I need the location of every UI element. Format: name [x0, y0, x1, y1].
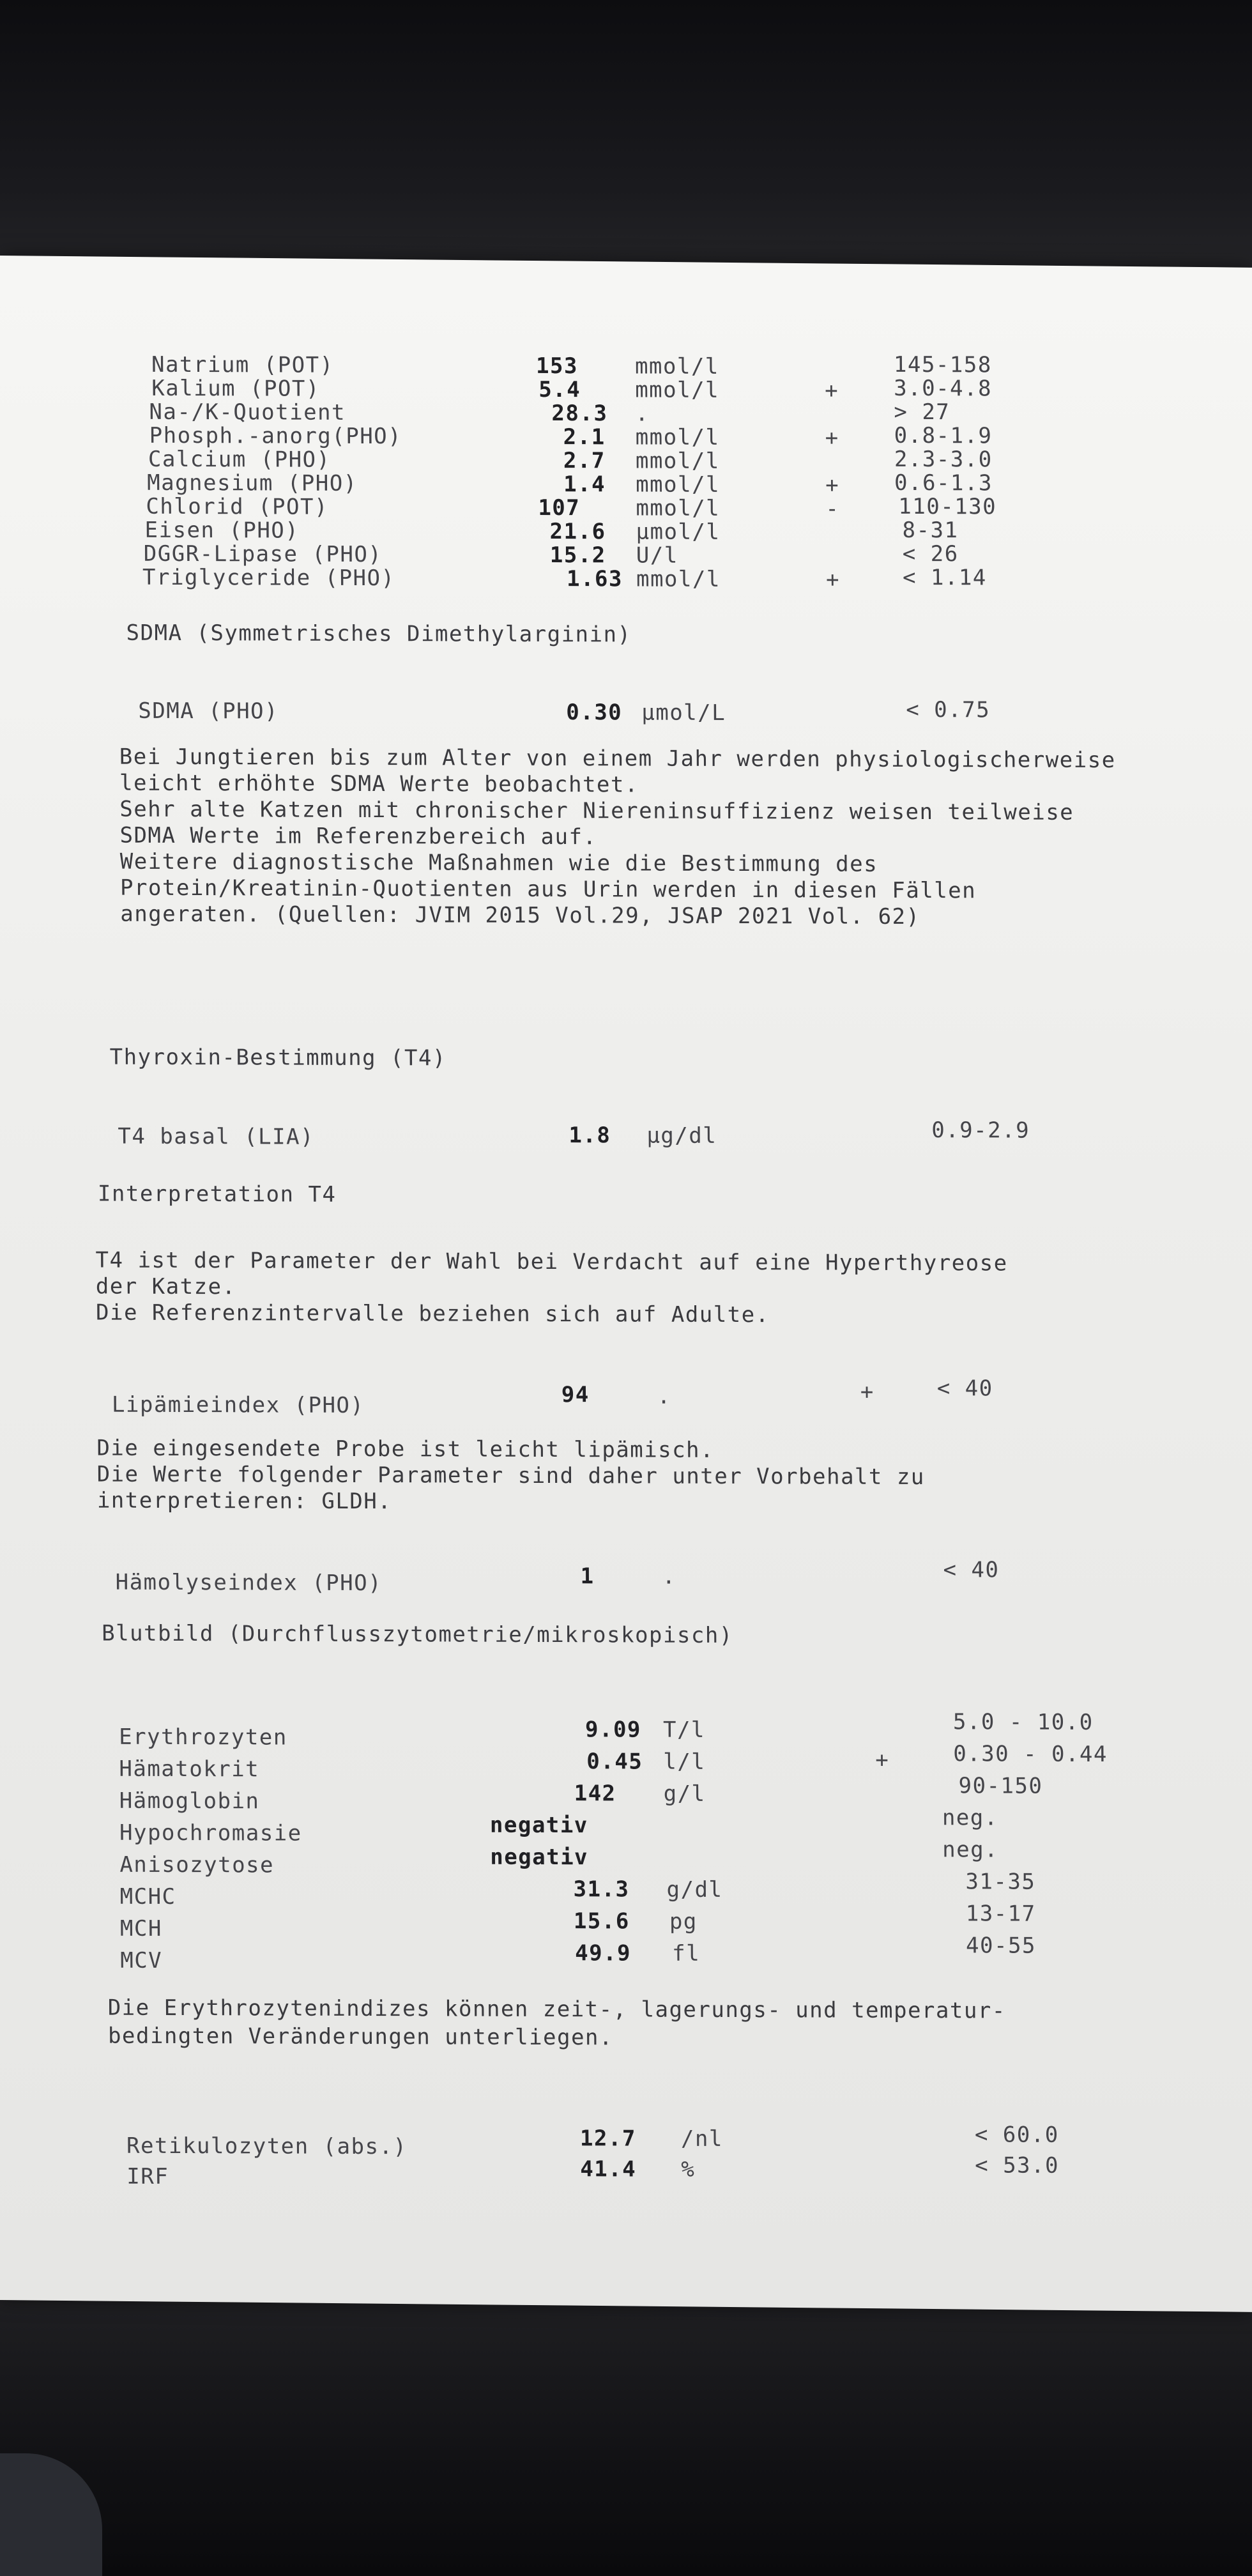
param-flag: + — [825, 425, 839, 451]
param-unit: g/dl — [666, 1876, 723, 1903]
param-name: SDMA (PHO) — [138, 698, 279, 724]
param-unit: mmol/l — [635, 424, 720, 450]
param-ref: 110-130 — [898, 493, 997, 520]
param-value: 5.4 — [538, 376, 581, 403]
param-flag: + — [860, 1379, 874, 1405]
section-header-interpretation: Interpretation T4 — [97, 1181, 337, 1208]
param-name: Kalium (POT) — [151, 375, 321, 402]
param-name: Eisen (PHO) — [144, 517, 300, 544]
param-ref: > 27 — [894, 399, 950, 425]
param-name: Retikulozyten (abs.) — [126, 2133, 408, 2160]
param-unit: /nl — [680, 2126, 724, 2152]
param-ref: 31-35 — [965, 1869, 1036, 1895]
param-ref: 90-150 — [958, 1773, 1043, 1799]
param-name: Triglyceride (PHO) — [142, 564, 395, 592]
param-unit: g/l — [663, 1781, 706, 1807]
param-name: Hämolyseindex (PHO) — [115, 1569, 383, 1597]
param-unit: mmol/l — [635, 448, 720, 474]
param-value: 49.9 — [575, 1940, 632, 1966]
param-ref: neg. — [942, 1837, 999, 1863]
param-unit: % — [681, 2156, 696, 2182]
param-value: 142 — [574, 1781, 616, 1807]
param-ref: 8-31 — [902, 517, 959, 544]
param-unit: mmol/l — [634, 353, 719, 379]
param-ref: 13-17 — [965, 1901, 1036, 1927]
param-flag: - — [825, 496, 840, 522]
dark-background-top — [0, 0, 1252, 268]
param-name: Phosph.-anorg(PHO) — [149, 422, 402, 450]
param-ref: 40-55 — [965, 1933, 1037, 1959]
param-ref: < 40 — [936, 1376, 993, 1402]
param-value: 2.7 — [563, 448, 606, 474]
param-value: negativ — [489, 1812, 588, 1839]
param-ref: 5.0 - 10.0 — [952, 1709, 1094, 1736]
param-name: DGGR-Lipase (PHO) — [143, 540, 383, 568]
param-value: 1.63 — [566, 566, 623, 592]
param-value: 31.3 — [573, 1876, 630, 1903]
section-header-sdma: SDMA (Symmetrisches Dimethylarginin) — [126, 620, 632, 648]
t4-note: T4 ist der Parameter der Wahl bei Verdacht auf eine Hyperthyreose der Katze. Die Referenzintervalle beziehen sich auf Adulte. — [95, 1247, 1008, 1328]
param-value: 0.30 — [566, 700, 623, 726]
param-unit: µmol/L — [641, 700, 726, 726]
sdma-note: Bei Jungtieren bis zum Alter von einem Jahr werden physiologischerweise leicht erhöhte SDMA Werte beobachtet. Sehr alte Katzen mit chronischer Niereninsuffizienz weisen teilweise SDMA Werte im Referenzbereich auf. Weitere diagnostische Maßnahmen wie die Bestimmung des Protein/Kreatinin-Quotienten aus Urin werden in diesen Fällen angeraten. (Quellen: JVIM 2015 Vol.29, JSAP 2021 Vol. 62) — [119, 744, 1116, 930]
param-unit: . — [662, 1563, 676, 1590]
dark-background-bottom — [0, 2300, 1252, 2576]
param-unit: fl — [672, 1940, 701, 1966]
param-name: Na-/K-Quotient — [149, 399, 346, 425]
param-flag: + — [875, 1747, 890, 1773]
param-value: 12.7 — [579, 2126, 636, 2152]
param-name: Chlorid (POT) — [146, 493, 329, 520]
param-ref: 0.9-2.9 — [931, 1117, 1030, 1144]
param-unit: µmol/l — [636, 519, 721, 545]
section-header-blutbild: Blutbild (Durchflusszytometrie/mikroskopisch) — [102, 1620, 733, 1649]
param-unit: mmol/l — [635, 377, 720, 403]
param-name: Hypochromasie — [119, 1820, 302, 1846]
param-flag: + — [825, 472, 840, 498]
param-unit: µg/dl — [646, 1123, 717, 1149]
param-name: Magnesium (PHO) — [147, 470, 358, 496]
param-value: 41.4 — [580, 2156, 637, 2182]
param-unit: pg — [669, 1908, 698, 1935]
param-ref: 2.3-3.0 — [894, 446, 993, 473]
param-value: 153 — [535, 353, 579, 379]
param-unit: mmol/l — [636, 471, 721, 498]
param-unit: mmol/l — [636, 495, 721, 521]
param-ref: 145-158 — [893, 351, 992, 378]
param-unit: l/l — [663, 1749, 706, 1775]
param-ref: < 26 — [902, 540, 959, 567]
lipaemie-note: Die eingesendete Probe ist leicht lipämisch. Die Werte folgender Parameter sind daher unter Vorbehalt zu interpretieren: GLDH. — [96, 1435, 925, 1515]
param-name: Natrium (POT) — [151, 351, 334, 378]
param-ref: < 53.0 — [975, 2152, 1060, 2179]
param-unit: T/l — [662, 1717, 706, 1743]
param-name: IRF — [126, 2163, 169, 2189]
param-ref: < 60.0 — [974, 2122, 1059, 2148]
param-value: 1.4 — [563, 471, 606, 498]
param-ref: < 0.75 — [906, 696, 991, 723]
param-name: Hämoglobin — [119, 1788, 260, 1814]
param-name: MCV — [120, 1947, 163, 1974]
param-name: Calcium (PHO) — [148, 446, 331, 473]
param-unit: . — [657, 1383, 671, 1409]
param-ref: < 1.14 — [902, 564, 987, 591]
lab-report-sheet — [0, 256, 1252, 2312]
param-value: 15.6 — [573, 1908, 630, 1935]
param-value: 2.1 — [563, 424, 606, 450]
param-name: Lipämieindex (PHO) — [111, 1392, 365, 1419]
param-value: 15.2 — [549, 542, 606, 569]
param-name: MCH — [119, 1915, 163, 1942]
param-ref: 0.8-1.9 — [894, 422, 993, 449]
param-ref: < 40 — [943, 1557, 1000, 1583]
param-value: 107 — [538, 494, 581, 521]
param-value: 1.8 — [569, 1123, 611, 1149]
param-name: MCHC — [119, 1883, 176, 1910]
param-name: Anisozytose — [119, 1851, 275, 1878]
param-value: 28.3 — [551, 401, 608, 427]
param-name: Erythrozyten — [119, 1724, 287, 1751]
param-value: 1 — [580, 1563, 595, 1590]
param-value: 21.6 — [549, 519, 606, 545]
param-flag: + — [825, 378, 839, 404]
param-unit: mmol/l — [636, 566, 721, 592]
param-value: 0.45 — [586, 1749, 643, 1775]
blutbild-note: Die Erythrozytenindizes können zeit-, lagerungs- und temperatur- bedingten Veränderungen unterliegen. — [107, 1995, 1006, 2051]
param-value: 94 — [561, 1382, 590, 1408]
param-ref: 3.0-4.8 — [894, 375, 993, 402]
param-value: 9.09 — [584, 1717, 642, 1743]
param-ref: 0.30 - 0.44 — [953, 1741, 1108, 1768]
param-name: Hämatokrit — [119, 1756, 260, 1782]
param-ref: neg. — [942, 1805, 998, 1831]
param-flag: + — [825, 567, 841, 593]
param-value: negativ — [490, 1844, 589, 1871]
param-ref: 0.6-1.3 — [894, 470, 993, 496]
param-unit: U/l — [636, 542, 678, 569]
param-name: T4 basal (LIA) — [118, 1123, 315, 1150]
param-unit: . — [635, 401, 650, 427]
section-header-thyroxin: Thyroxin-Bestimmung (T4) — [109, 1044, 447, 1071]
